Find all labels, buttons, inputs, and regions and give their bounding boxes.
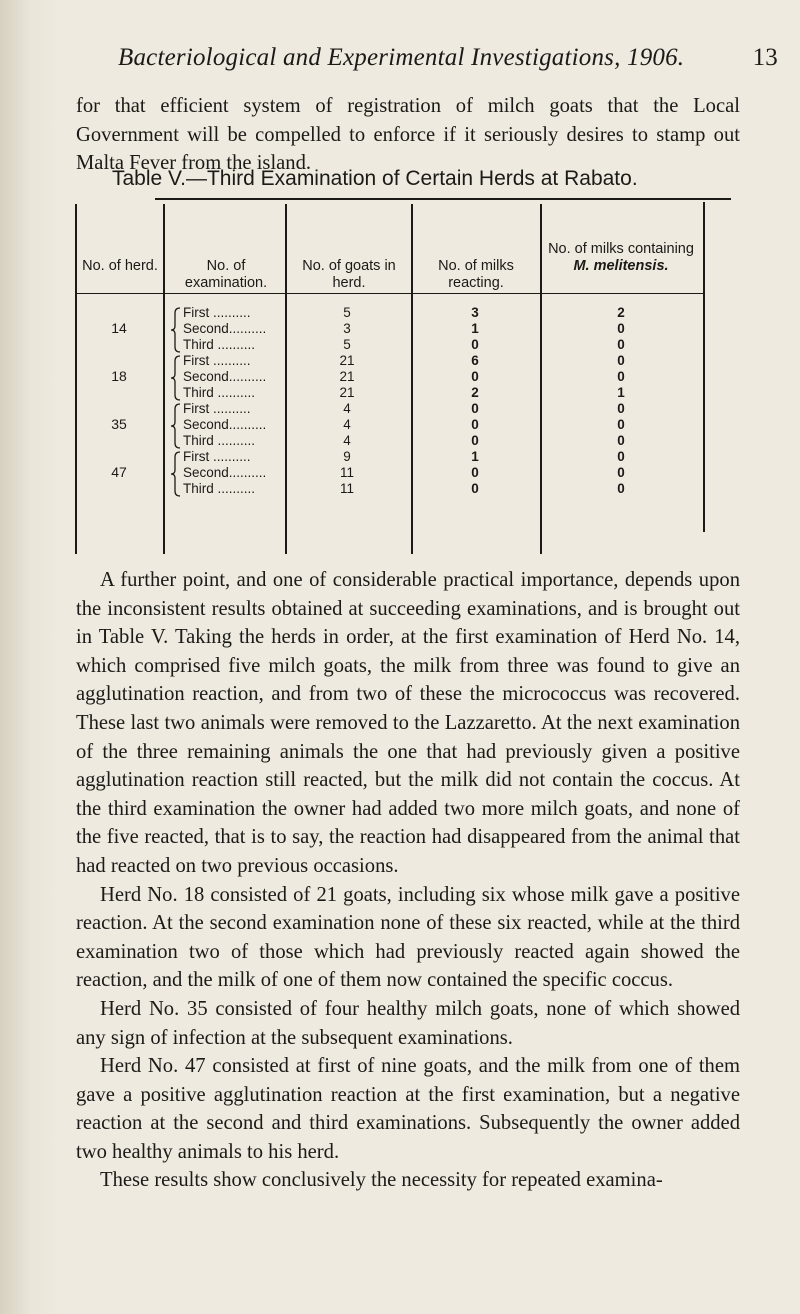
containing-count: 0 <box>617 321 625 336</box>
table-top-rule <box>155 198 731 200</box>
goats-count: 11 <box>339 481 354 496</box>
reacting-count: 0 <box>471 369 479 384</box>
examination-label: First .......... <box>183 353 251 368</box>
header-goats: No. of goats in herd. <box>302 258 396 291</box>
containing-count: 0 <box>617 481 625 496</box>
table-divider-3 <box>411 204 413 554</box>
header-examination: No. of examination. <box>184 258 268 291</box>
goats-count: 21 <box>339 369 355 384</box>
table-border-right <box>703 202 705 532</box>
paragraph-3: Herd No. 35 consisted of four healthy milch goats, none of which showed any sign of infection at the subsequent examinations. <box>76 997 740 1049</box>
table-divider-1 <box>163 204 165 554</box>
goats-count: 3 <box>343 321 351 336</box>
examination-label: First .......... <box>183 305 251 320</box>
reacting-count: 0 <box>471 337 479 352</box>
table-header-rule <box>75 293 703 294</box>
containing-count: 1 <box>617 385 625 400</box>
herd-number: 47 <box>111 464 127 480</box>
reacting-count: 0 <box>471 417 479 432</box>
goats-count: 4 <box>343 417 351 432</box>
brace-icon <box>171 307 183 353</box>
paragraph-5: These results show conclusively the necessity for repeated examina- <box>100 1169 663 1192</box>
running-head <box>118 44 778 72</box>
herd-number: 18 <box>111 368 127 384</box>
header-containing <box>545 241 697 275</box>
goats-count: 11 <box>339 465 354 480</box>
examination-label: First .......... <box>183 449 251 464</box>
containing-count: 0 <box>617 449 625 464</box>
containing-count: 0 <box>617 417 625 432</box>
herd-number: 14 <box>111 320 127 336</box>
reacting-count: 6 <box>471 353 479 368</box>
examination-label: Second.......... <box>183 369 267 384</box>
header-herd: No. of herd. <box>82 258 158 274</box>
herd-number: 35 <box>111 416 127 432</box>
goats-count: 4 <box>343 433 351 448</box>
body-paragraphs <box>76 566 740 1195</box>
goats-count: 5 <box>343 305 351 320</box>
containing-count: 0 <box>617 369 625 384</box>
reacting-count: 3 <box>471 305 479 320</box>
examination-label: Third .......... <box>183 385 256 400</box>
reacting-count: 2 <box>471 385 479 400</box>
examination-label: Third .......... <box>183 481 256 496</box>
table-border-left <box>75 204 77 554</box>
page-number: 13 <box>752 44 778 71</box>
containing-count: 0 <box>617 337 625 352</box>
containing-count: 0 <box>617 465 625 480</box>
goats-count: 5 <box>343 337 351 352</box>
goats-count: 21 <box>339 353 355 368</box>
table-v <box>75 198 731 556</box>
paragraph-4: Herd No. 47 consisted at first of nine goats, and the milk from one of them gave a positive agglutination reaction at the first examination, but a negative reaction at the second and third examinations. Subsequently the owner added two healthy animals to his herd. <box>76 1055 740 1163</box>
reacting-count: 0 <box>471 465 479 480</box>
reacting-count: 1 <box>471 449 479 464</box>
brace-icon <box>171 451 183 497</box>
goats-count: 9 <box>343 449 351 464</box>
reacting-count: 0 <box>471 401 479 416</box>
goats-count: 21 <box>339 385 355 400</box>
intro-paragraph: for that efficient system of registration of milch goats that the Local Government will be compelled to enforce if it seriously desires to stamp out Malta Fever from the island. <box>76 95 740 175</box>
table-divider-2 <box>285 204 287 554</box>
table-caption: Table V.—Third Examination of Certain Herds at Rabato. <box>112 167 638 190</box>
header-containing-label: No. of milks containing <box>548 241 694 257</box>
goats-count: 4 <box>343 401 351 416</box>
containing-count: 2 <box>617 305 625 320</box>
reacting-count: 1 <box>471 321 479 336</box>
reacting-count: 0 <box>471 481 479 496</box>
examination-label: Second.......... <box>183 321 267 336</box>
examination-label: Second.......... <box>183 417 267 432</box>
examination-label: Third .......... <box>183 433 256 448</box>
containing-count: 0 <box>617 353 625 368</box>
containing-count: 0 <box>617 401 625 416</box>
examination-label: Third .......... <box>183 337 256 352</box>
reacting-count: 0 <box>471 433 479 448</box>
paragraph-2: Herd No. 18 consisted of 21 goats, including six whose milk gave a positive reaction. At the second examination none of these six reacted, while at the third examination two of those which had previously reacted again showed the reaction, and the milk of one of them now contained the specific coccus. <box>76 883 740 992</box>
examination-label: First .......... <box>183 401 251 416</box>
table-divider-4 <box>540 204 542 554</box>
paragraph-1: A further point, and one of considerable practical importance, depends upon the inconsistent results obtained at succeeding examinations, and is brought out in Table V. Taking the herds in order, at the first examination of Herd No. 14, which comprised five milch goats, the milk from three was found to give an agglutination reaction, and from two of these the micrococcus was recovered. These last two animals were removed to the Lazzaretto. At the next examination of the three remaining animals the one that had previously given a positive agglutination reaction still reacted, but the milk did not contain the coccus. At the third examination the owner had added two more milch goats, and none of the five reacted, that is to say, the reaction had disappeared from the animal that had reacted on two previous occasions. <box>76 569 740 877</box>
examination-label: Second.......... <box>183 465 267 480</box>
brace-icon <box>171 403 183 449</box>
running-title: Bacteriological and Experimental Investigations, 1906. <box>118 44 685 71</box>
containing-count: 0 <box>617 433 625 448</box>
header-reacting: No. of milks reacting. <box>438 258 514 291</box>
header-containing-species: M. melitensis. <box>573 258 669 274</box>
brace-icon <box>171 355 183 401</box>
